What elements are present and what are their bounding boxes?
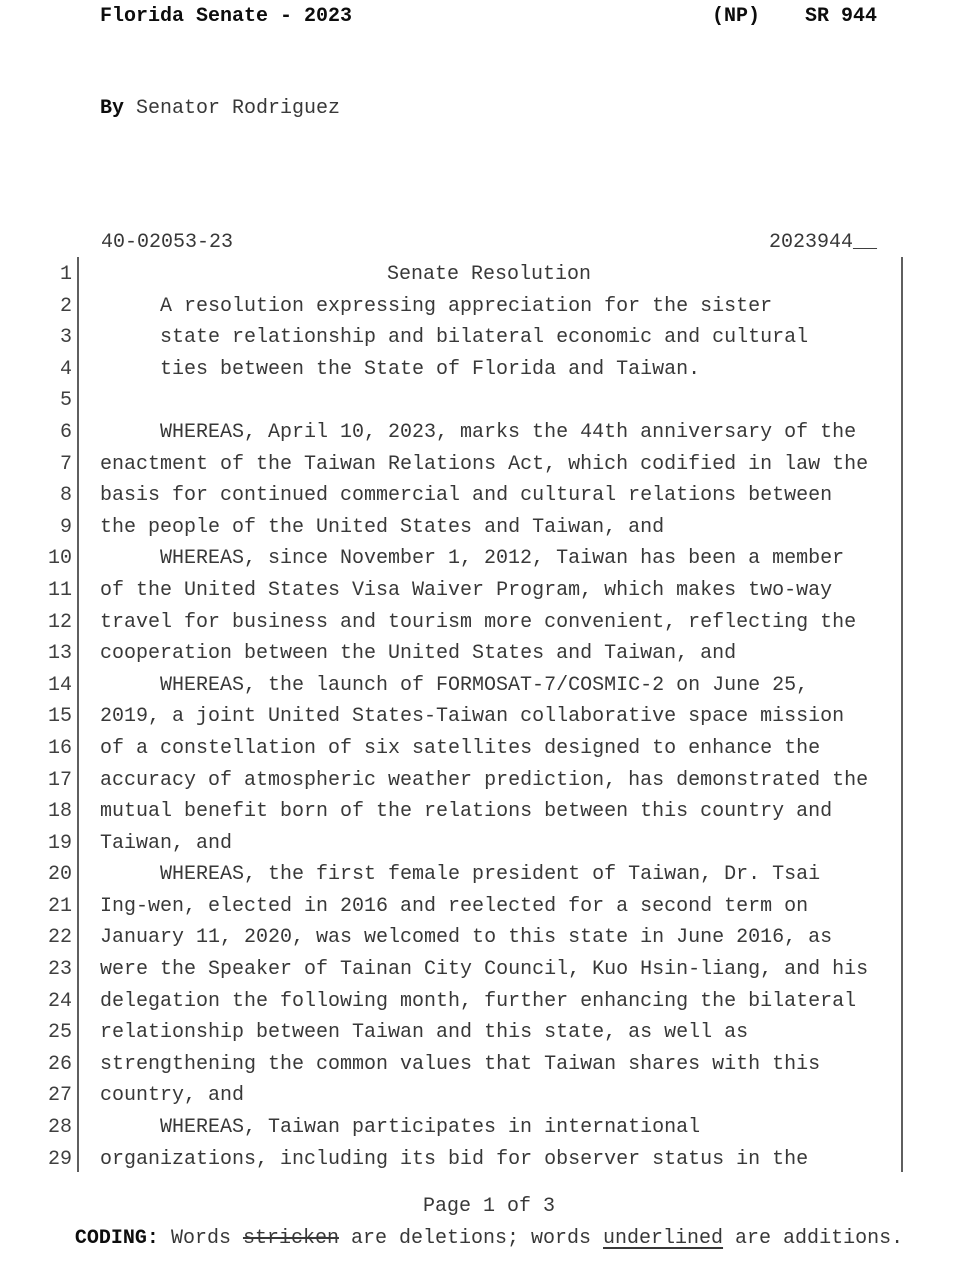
line-text: cooperation between the United States and Taiwan, and <box>100 642 737 666</box>
coding-legend <box>0 1227 978 1250</box>
line-text: strengthening the common values that Taiwan shares with this <box>100 1052 821 1076</box>
document-line <box>0 638 978 670</box>
line-text: relationship between Taiwan and this state, as well as <box>100 1021 749 1045</box>
document-line <box>0 1144 978 1176</box>
document-line <box>0 986 978 1018</box>
line-text: organizations, including its bid for observer status in the <box>100 1147 809 1171</box>
sponsor-name: Senator Rodriguez <box>136 97 341 120</box>
line-number: 11 <box>47 578 72 602</box>
line-text: delegation the following month, further enhancing the bilateral <box>100 989 857 1013</box>
line-text: A resolution expressing appreciation for the sister <box>160 294 773 318</box>
document-line <box>0 1080 978 1112</box>
coding-pre-text: Words <box>158 1227 243 1250</box>
document-line <box>0 322 978 354</box>
line-text: the people of the United States and Taiwan, and <box>100 515 665 539</box>
line-number: 25 <box>47 1021 72 1045</box>
line-text: Taiwan, and <box>100 831 233 855</box>
line-number: 8 <box>59 484 72 508</box>
line-text: Ing-wen, elected in 2016 and reelected for a second term on <box>100 894 809 918</box>
line-text: mutual benefit born of the relations between this country and <box>100 800 833 824</box>
document-line <box>0 449 978 481</box>
line-number: 28 <box>47 1116 72 1140</box>
line-text: WHEREAS, Taiwan participates in international <box>160 1116 701 1140</box>
line-number: 17 <box>47 768 72 792</box>
document-line <box>0 480 978 512</box>
document-number: 40-02053-23 <box>101 231 234 254</box>
document-line <box>0 701 978 733</box>
bill-code-number: 2023944__ <box>768 231 877 254</box>
document-line <box>0 543 978 575</box>
document-line <box>0 670 978 702</box>
line-text: accuracy of atmospheric weather prediction, has demonstrated the <box>100 768 869 792</box>
document-body <box>0 259 978 1175</box>
document-line <box>0 1112 978 1144</box>
page-indicator: Page 1 of 3 <box>422 1195 556 1218</box>
line-number: 24 <box>47 989 72 1013</box>
line-number: 23 <box>47 958 72 982</box>
line-text: 2019, a joint United States-Taiwan collaborative space mission <box>100 705 845 729</box>
line-number: 22 <box>47 926 72 950</box>
document-line <box>0 1017 978 1049</box>
coding-label: CODING: <box>74 1227 159 1250</box>
document-line <box>0 291 978 323</box>
coding-post-text: are additions. <box>723 1227 904 1250</box>
line-text: Senate Resolution <box>386 263 592 286</box>
line-number: 13 <box>47 642 72 666</box>
header-bill-number: SR 944 <box>804 5 877 28</box>
line-text: enactment of the Taiwan Relations Act, which codified in law the <box>100 452 869 476</box>
coding-mid-text: are deletions; words <box>338 1227 604 1250</box>
document-line <box>0 954 978 986</box>
line-number: 3 <box>59 326 72 350</box>
line-number: 9 <box>59 515 72 539</box>
line-text: WHEREAS, since November 1, 2012, Taiwan has been a member <box>160 547 845 571</box>
line-text: WHEREAS, the launch of FORMOSAT-7/COSMIC-2 on June 25, <box>160 673 809 697</box>
line-number: 29 <box>47 1147 72 1171</box>
line-number: 1 <box>59 263 72 286</box>
line-number: 27 <box>47 1084 72 1108</box>
line-number: 19 <box>47 831 72 855</box>
line-text: country, and <box>100 1084 245 1108</box>
line-number: 12 <box>47 610 72 634</box>
line-number: 6 <box>59 420 72 444</box>
document-line <box>0 796 978 828</box>
line-number: 16 <box>47 736 72 760</box>
line-number: 18 <box>47 800 72 824</box>
document-line <box>0 417 978 449</box>
document-line <box>0 733 978 765</box>
document-line <box>0 922 978 954</box>
line-text: January 11, 2020, was welcomed to this state in June 2016, as <box>100 926 833 950</box>
line-text: of the United States Visa Waiver Program, which makes two-way <box>100 578 833 602</box>
line-text: ties between the State of Florida and Taiwan. <box>160 357 701 381</box>
line-number: 14 <box>47 673 72 697</box>
line-number: 4 <box>59 357 72 381</box>
coding-stricken-word: stricken <box>242 1227 339 1250</box>
line-text: WHEREAS, the first female president of Taiwan, Dr. Tsai <box>160 863 821 887</box>
document-header-title: Florida Senate - 2023 <box>100 5 353 28</box>
line-number: 10 <box>47 547 72 571</box>
header-np-code: (NP) <box>712 5 761 28</box>
document-line <box>0 385 978 417</box>
sponsor-by-label: By <box>100 97 125 120</box>
line-text: state relationship and bilateral economic and cultural <box>160 326 809 350</box>
document-line <box>0 607 978 639</box>
line-number: 21 <box>47 894 72 918</box>
line-number: 26 <box>47 1052 72 1076</box>
line-number: 2 <box>59 294 72 318</box>
document-line <box>0 859 978 891</box>
coding-underlined-word: underlined <box>603 1227 724 1250</box>
document-line <box>0 828 978 860</box>
document-line <box>0 259 978 291</box>
document-line <box>0 891 978 923</box>
line-number: 20 <box>47 863 72 887</box>
line-text: were the Speaker of Tainan City Council, Kuo Hsin-liang, and his <box>100 958 869 982</box>
line-text: of a constellation of six satellites designed to enhance the <box>100 736 821 760</box>
document-line <box>0 575 978 607</box>
line-number: 15 <box>47 705 72 729</box>
line-text: travel for business and tourism more convenient, reflecting the <box>100 610 857 634</box>
line-number: 7 <box>59 452 72 476</box>
document-line <box>0 1049 978 1081</box>
line-number: 5 <box>59 389 72 413</box>
sponsor-line <box>100 97 340 120</box>
line-text: WHEREAS, April 10, 2023, marks the 44th anniversary of the <box>160 420 857 444</box>
document-line <box>0 512 978 544</box>
document-line <box>0 765 978 797</box>
document-line <box>0 354 978 386</box>
line-text: basis for continued commercial and cultural relations between <box>100 484 833 508</box>
